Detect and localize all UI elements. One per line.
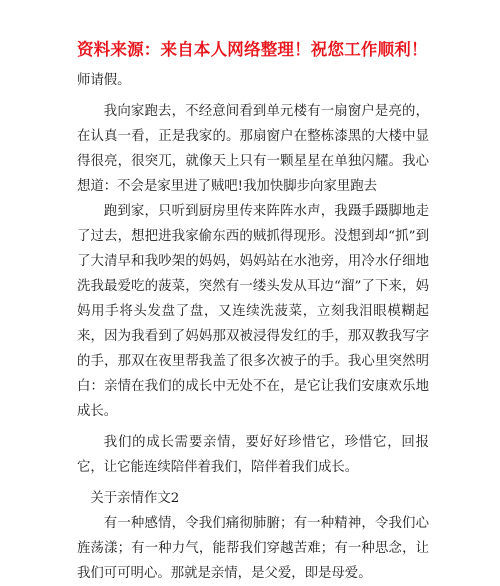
paragraph-essay-2-intro: 有一种感情，令我们痛彻肺腑；有一种精神，令我们心旌荡漾；有一种力气，能帮我们穿越苦难；有一种思念，让我们可可明心。那就是亲情，是父爱，即是母爱。	[77, 516, 429, 581]
paragraph-running-home: 我向家跑去，不经意间看到单元楼有一扇窗户是亮的，在认真一看，正是我家的。那扇窗户在整栋漆黑的大楼中显得很亮，很突兀，就像天上只有一颗星星在单独闪耀。我心想道：不会是家里进了贼吧!我加快脚步向家里跑去	[77, 104, 429, 194]
source-header: 资料来源：来自本人网络整理！祝您工作顺利！	[77, 40, 428, 59]
essay-body	[77, 68, 429, 586]
section-heading: 关于亲情作文2	[90, 491, 180, 506]
paragraph-conclusion: 我们的成长需要亲情，要好好珍惜它，珍惜它，回报它，让它能连续陪伴着我们，陪伴着我们成长。	[77, 435, 429, 475]
paragraph-continuation: 师请假。	[77, 73, 131, 88]
paragraph-kitchen: 跑到家，只听到厨房里传来阵阵水声，我蹑手蹑脚地走了过去，想把进我家偷东西的贼抓得现形。没想到却“抓”到了大清早和我吵架的妈妈，妈妈站在水池旁，用冷水仔细地洗我最爱吃的菠菜，突然有一缕头发从耳边“溜”了下来，妈妈用手将头发盘了盘，又连续洗菠菜，立刻我泪眼模糊起来，因为我看到了妈妈那双被浸得发红的手，那双教我写字的手，那双在夜里帮我盖了很多次被子的手。我心里突然明白：亲情在我们的成长中无处不在，是它让我们安康欢乐地成长。	[77, 204, 429, 419]
